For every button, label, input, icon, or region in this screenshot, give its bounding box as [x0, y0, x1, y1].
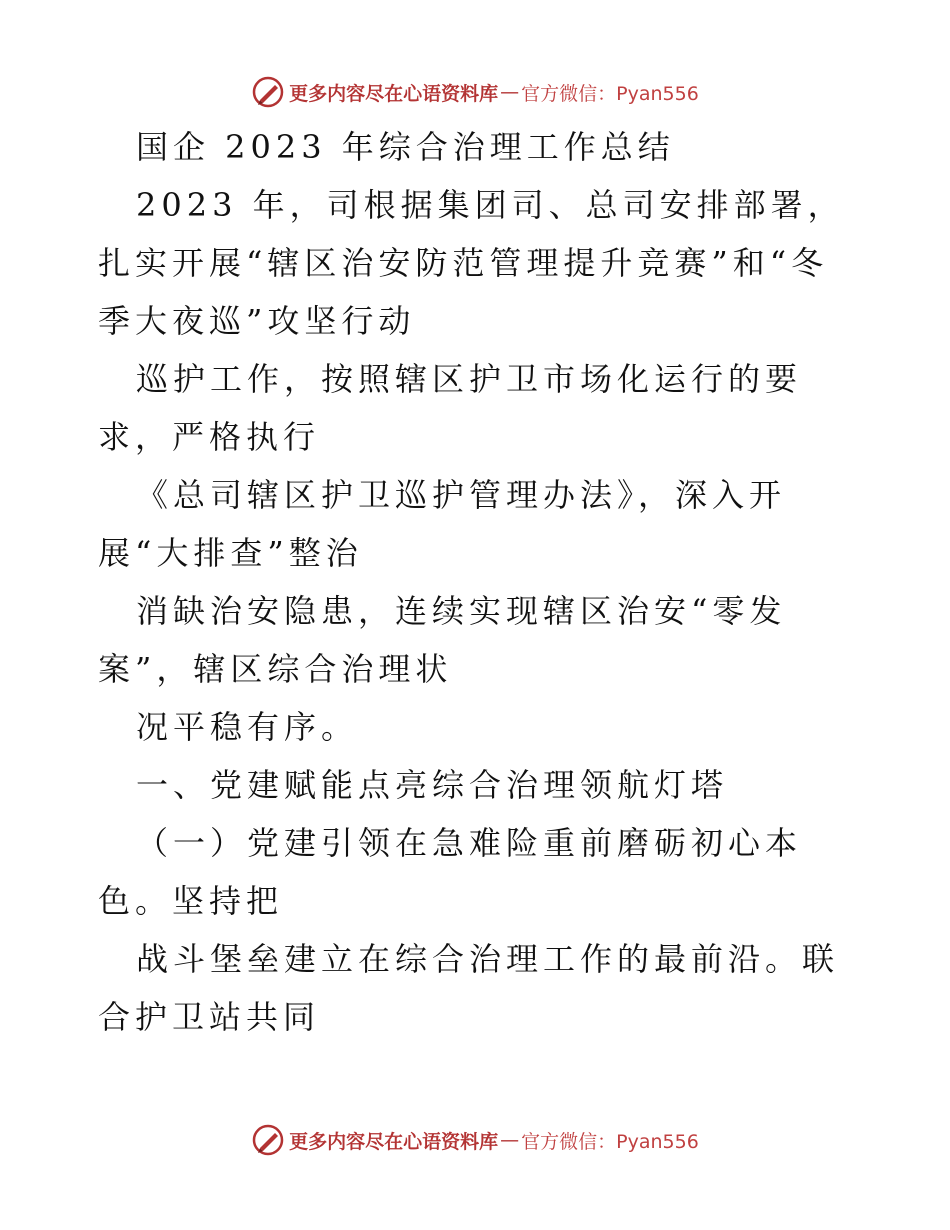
paragraph: 巡护工作，按照辖区护卫市场化运行的要求，严格执行 [98, 360, 803, 456]
header-banner-wechat: 官方微信：Pyan556 [521, 82, 699, 105]
header-watermark-banner [0, 72, 950, 112]
footer-banner-separator: — [500, 1129, 520, 1151]
section-heading: 一、党建赋能点亮综合治理领航灯塔 [136, 766, 729, 804]
paragraph: 2023 年，司根据集团司、总司安排部署，扎实开展“辖区治安防范管理提升竞赛”和“冬季大夜巡”攻坚行动 [98, 186, 845, 340]
header-banner-text: 更多内容尽在心语资料库 [289, 82, 499, 105]
footer-banner-wechat: 官方微信：Pyan556 [521, 1130, 699, 1153]
footer-banner-text: 更多内容尽在心语资料库 [289, 1130, 499, 1153]
document-title: 国企 2023 年综合治理工作总结 [136, 128, 675, 166]
pen-logo-icon [251, 1123, 285, 1157]
paragraph: 《总司辖区护卫巡护管理办法》，深入开展“大排查”整治 [98, 476, 787, 572]
footer-watermark-banner [0, 1120, 950, 1160]
paragraph: 况平稳有序。 [136, 708, 359, 746]
header-banner-separator: — [500, 81, 520, 103]
pen-logo-icon [251, 75, 285, 109]
subsection-paragraph: （一）党建引领在急难险重前磨砺初心本色。坚持把 [98, 824, 803, 920]
paragraph: 战斗堡垒建立在综合治理工作的最前沿。联合护卫站共同 [98, 940, 840, 1036]
paragraph: 消缺治安隐患，连续实现辖区治安“零发案”，辖区综合治理状 [98, 592, 787, 688]
document-body [98, 118, 858, 1046]
